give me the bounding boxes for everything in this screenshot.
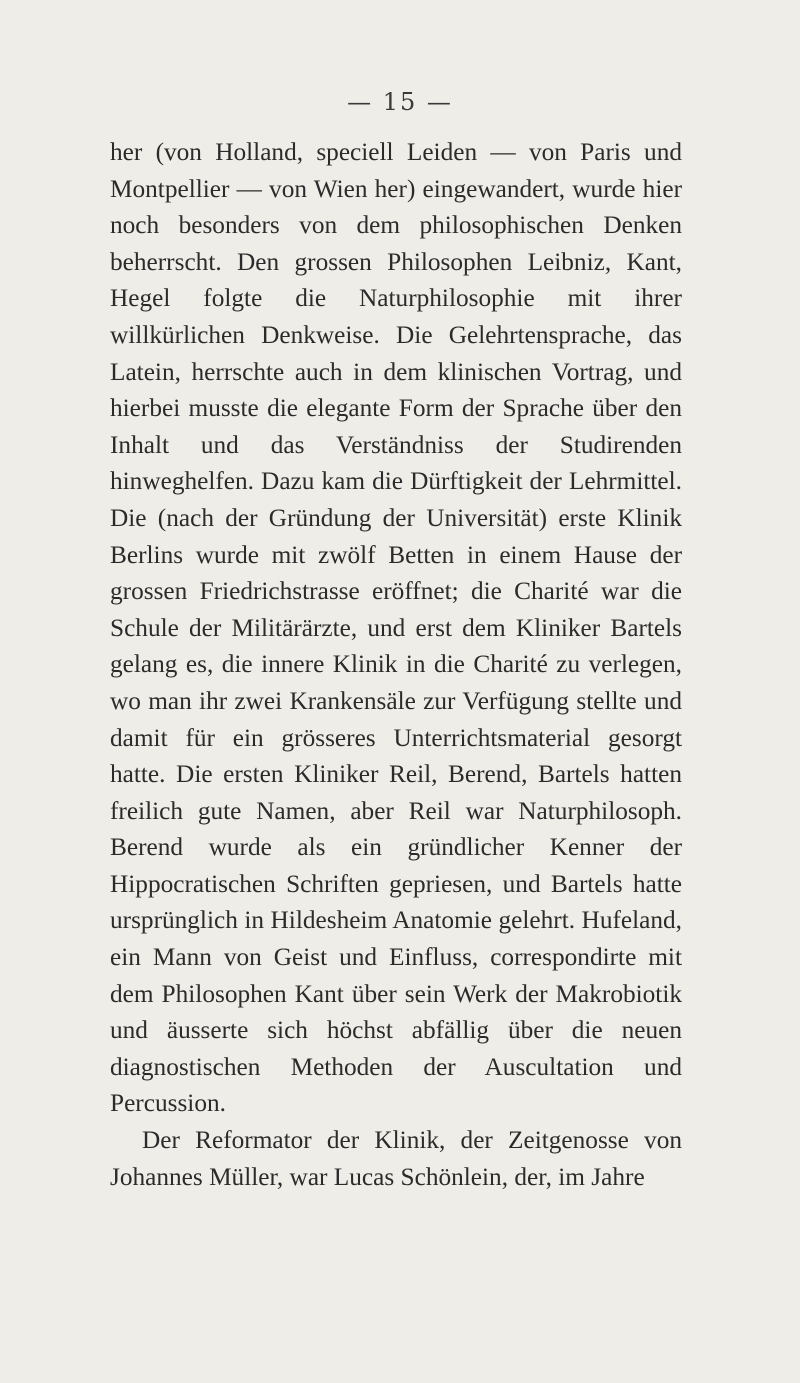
- paragraph-2: Der Reformator der Klinik, der Zeitgenosse von Johannes Müller, war Lucas Schönlein, der, im Jahre: [110, 1126, 682, 1191]
- body-text: [110, 134, 682, 1195]
- paragraph-1: her (von Holland, speciell Leiden — von Paris und Montpellier — von Wien her) eingewandert, wurde hier noch besonders von dem philosophischen Denken beherrscht. Den grossen Philosophen Leibniz, Kant, Hegel folgte die Naturphilosophie mit ihrer willkürlichen Denkweise. Die Gelehrtensprache, das Latein, herrschte auch in dem klinischen Vortrag, und hierbei musste die elegante Form der Sprache über den Inhalt und das Verständniss der Studirenden hinweghelfen. Dazu kam die Dürftigkeit der Lehrmittel. Die (nach der Gründung der Universität) erste Klinik Berlins wurde mit zwölf Betten in einem Hause der grossen Friedrichstrasse eröffnet; die Charité war die Schule der Militärärzte, und erst dem Kliniker Bartels gelang es, die innere Klinik in die Charité zu verlegen, wo man ihr zwei Krankensäle zur Verfügung stellte und damit für ein grösseres Unterrichtsmaterial gesorgt hatte. Die ersten Kliniker Reil, Berend, Bartels hatten freilich gute Namen, aber Reil war Naturphilosoph. Berend wurde als ein gründlicher Kenner der Hippocratischen Schriften gepriesen, und Bartels hatte ursprünglich in Hildesheim Anatomie gelehrt. Hufeland, ein Mann von Geist und Einfluss, correspondirte mit dem Philosophen Kant über sein Werk der Makrobiotik und äusserte sich höchst abfällig über die neuen diagnostischen Methoden der Auscultation und Percussion.: [110, 138, 682, 1118]
- page-number: — 15 —: [347, 88, 453, 116]
